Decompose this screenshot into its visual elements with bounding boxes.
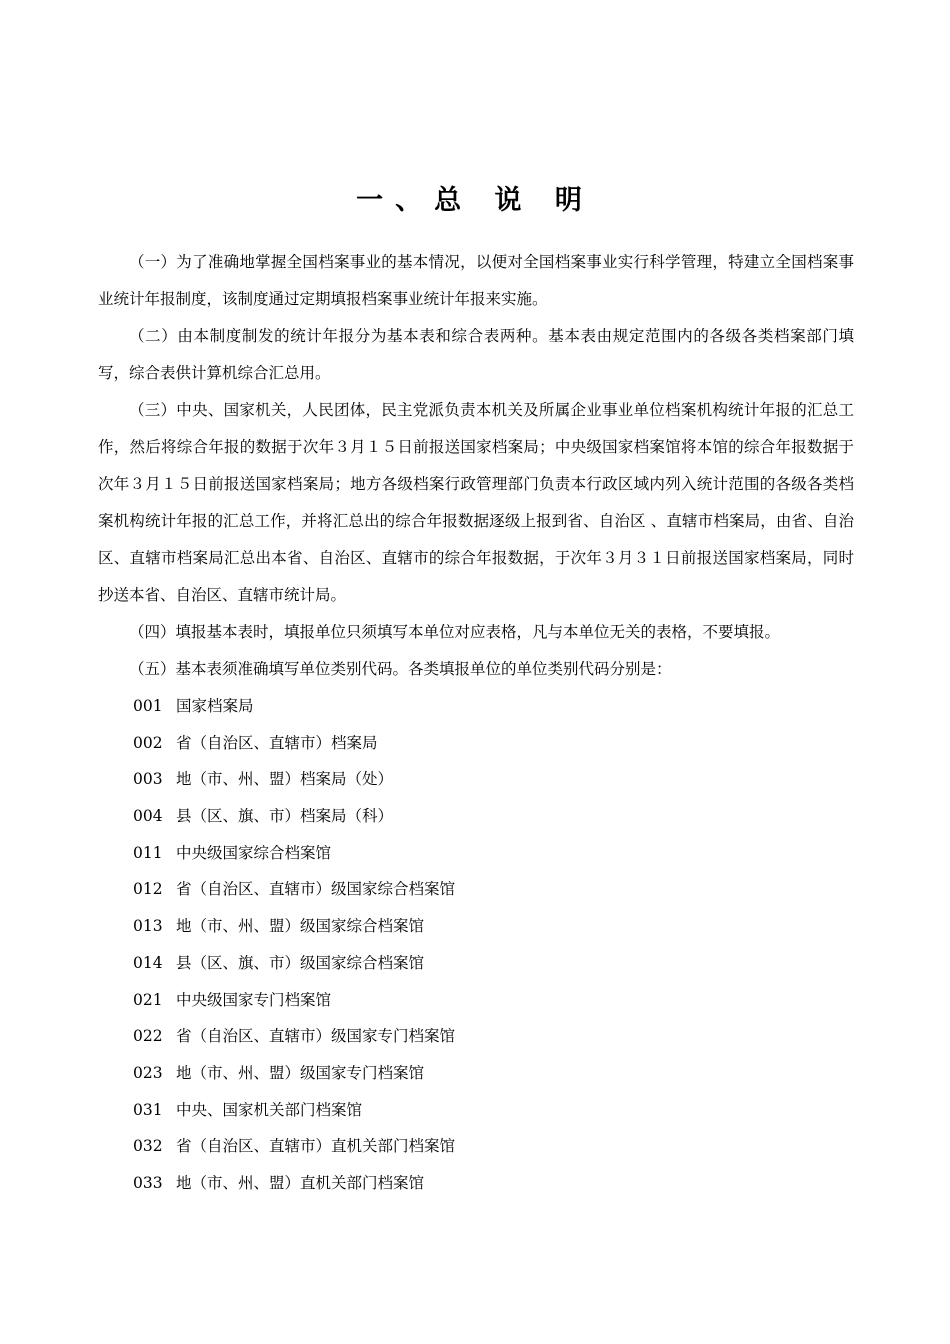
list-item — [98, 908, 854, 945]
unit-code: 011 — [133, 843, 163, 862]
list-item — [98, 871, 854, 908]
unit-code: 014 — [133, 953, 163, 972]
unit-code-list — [98, 688, 854, 1202]
unit-name: 县（区、旗、市）档案局（科） — [176, 807, 394, 826]
unit-code: 031 — [133, 1100, 163, 1119]
list-item — [98, 1128, 854, 1165]
unit-code: 003 — [133, 770, 163, 789]
list-item — [98, 798, 854, 835]
unit-name: 省（自治区、直辖市）级国家综合档案馆 — [176, 880, 456, 899]
unit-code: 004 — [133, 807, 163, 826]
unit-code: 023 — [133, 1063, 163, 1082]
unit-code: 012 — [133, 880, 163, 899]
unit-code: 033 — [133, 1173, 163, 1192]
list-item — [98, 761, 854, 798]
list-item — [98, 1018, 854, 1055]
unit-name: 中央级国家专门档案馆 — [176, 990, 332, 1009]
list-item — [98, 945, 854, 982]
paragraph-1: （一）为了准确地掌握全国档案事业的基本情况，以便对全国档案事业实行科学管理，特建立全国档案事业统计年报制度，该制度通过定期填报档案事业统计年报来实施。 — [98, 253, 854, 308]
list-item — [98, 1165, 854, 1202]
unit-name: 县（区、旗、市）级国家综合档案馆 — [176, 953, 425, 972]
paragraph-5: （五）基本表须准确填写单位类别代码。各类填报单位的单位类别代码分别是： — [129, 660, 672, 678]
unit-name: 中央级国家综合档案馆 — [176, 843, 332, 862]
paragraph-3: （三）中央、国家机关，人民团体，民主党派负责本机关及所属企业事业单位档案机构统计年报的汇总工作，然后将综合年报的数据于次年３月１５日前报送国家档案局；中央级国家档案馆将本馆的综合年报数据于次年３月１５日前报送国家档案局；地方各级档案行政管理部门负责本行政区域内列入统计范围的各级各类档案机构统计年报的汇总工作，并将汇总出的综合年报数据逐级上报到省、自治区 、直辖市档案局，由省、自治区、直辖市档案局汇总出本省、自治区、直辖市的综合年报数据，于次年３月３１日前报送国家档案局，同时抄送本省、自治区、直辖市统计局。 — [98, 401, 854, 604]
list-item — [98, 688, 854, 725]
unit-name: 省（自治区、直辖市）档案局 — [176, 733, 378, 752]
unit-code: 013 — [133, 917, 163, 936]
unit-name: 省（自治区、直辖市）直机关部门档案馆 — [176, 1137, 456, 1156]
unit-name: 地（市、州、盟）直机关部门档案馆 — [176, 1173, 425, 1192]
document-body — [98, 244, 854, 1202]
unit-name: 地（市、州、盟）级国家综合档案馆 — [176, 917, 425, 936]
unit-name: 国家档案局 — [176, 697, 254, 715]
list-item — [98, 835, 854, 872]
unit-code: 021 — [133, 990, 163, 1009]
list-item — [98, 1092, 854, 1129]
unit-code: 022 — [133, 1027, 163, 1046]
page-title: 一、总 说 明 — [356, 185, 594, 217]
paragraph-2: （二）由本制度制发的统计年报分为基本表和综合表两种。基本表由规定范围内的各级各类档案部门填写，综合表供计算机综合汇总用。 — [98, 327, 854, 382]
unit-code: 001 — [133, 697, 163, 715]
list-item — [98, 982, 854, 1019]
list-item — [98, 725, 854, 762]
unit-code: 032 — [133, 1137, 163, 1156]
unit-name: 中央、国家机关部门档案馆 — [176, 1100, 363, 1119]
unit-name: 地（市、州、盟）级国家专门档案馆 — [176, 1063, 425, 1082]
unit-name: 省（自治区、直辖市）级国家专门档案馆 — [176, 1027, 456, 1046]
unit-name: 地（市、州、盟）档案局（处） — [176, 770, 394, 789]
list-item — [98, 1055, 854, 1092]
unit-code: 002 — [133, 733, 163, 752]
paragraph-4: （四）填报基本表时，填报单位只须填写本单位对应表格，凡与本单位无关的表格，不要填报。 — [129, 623, 781, 641]
